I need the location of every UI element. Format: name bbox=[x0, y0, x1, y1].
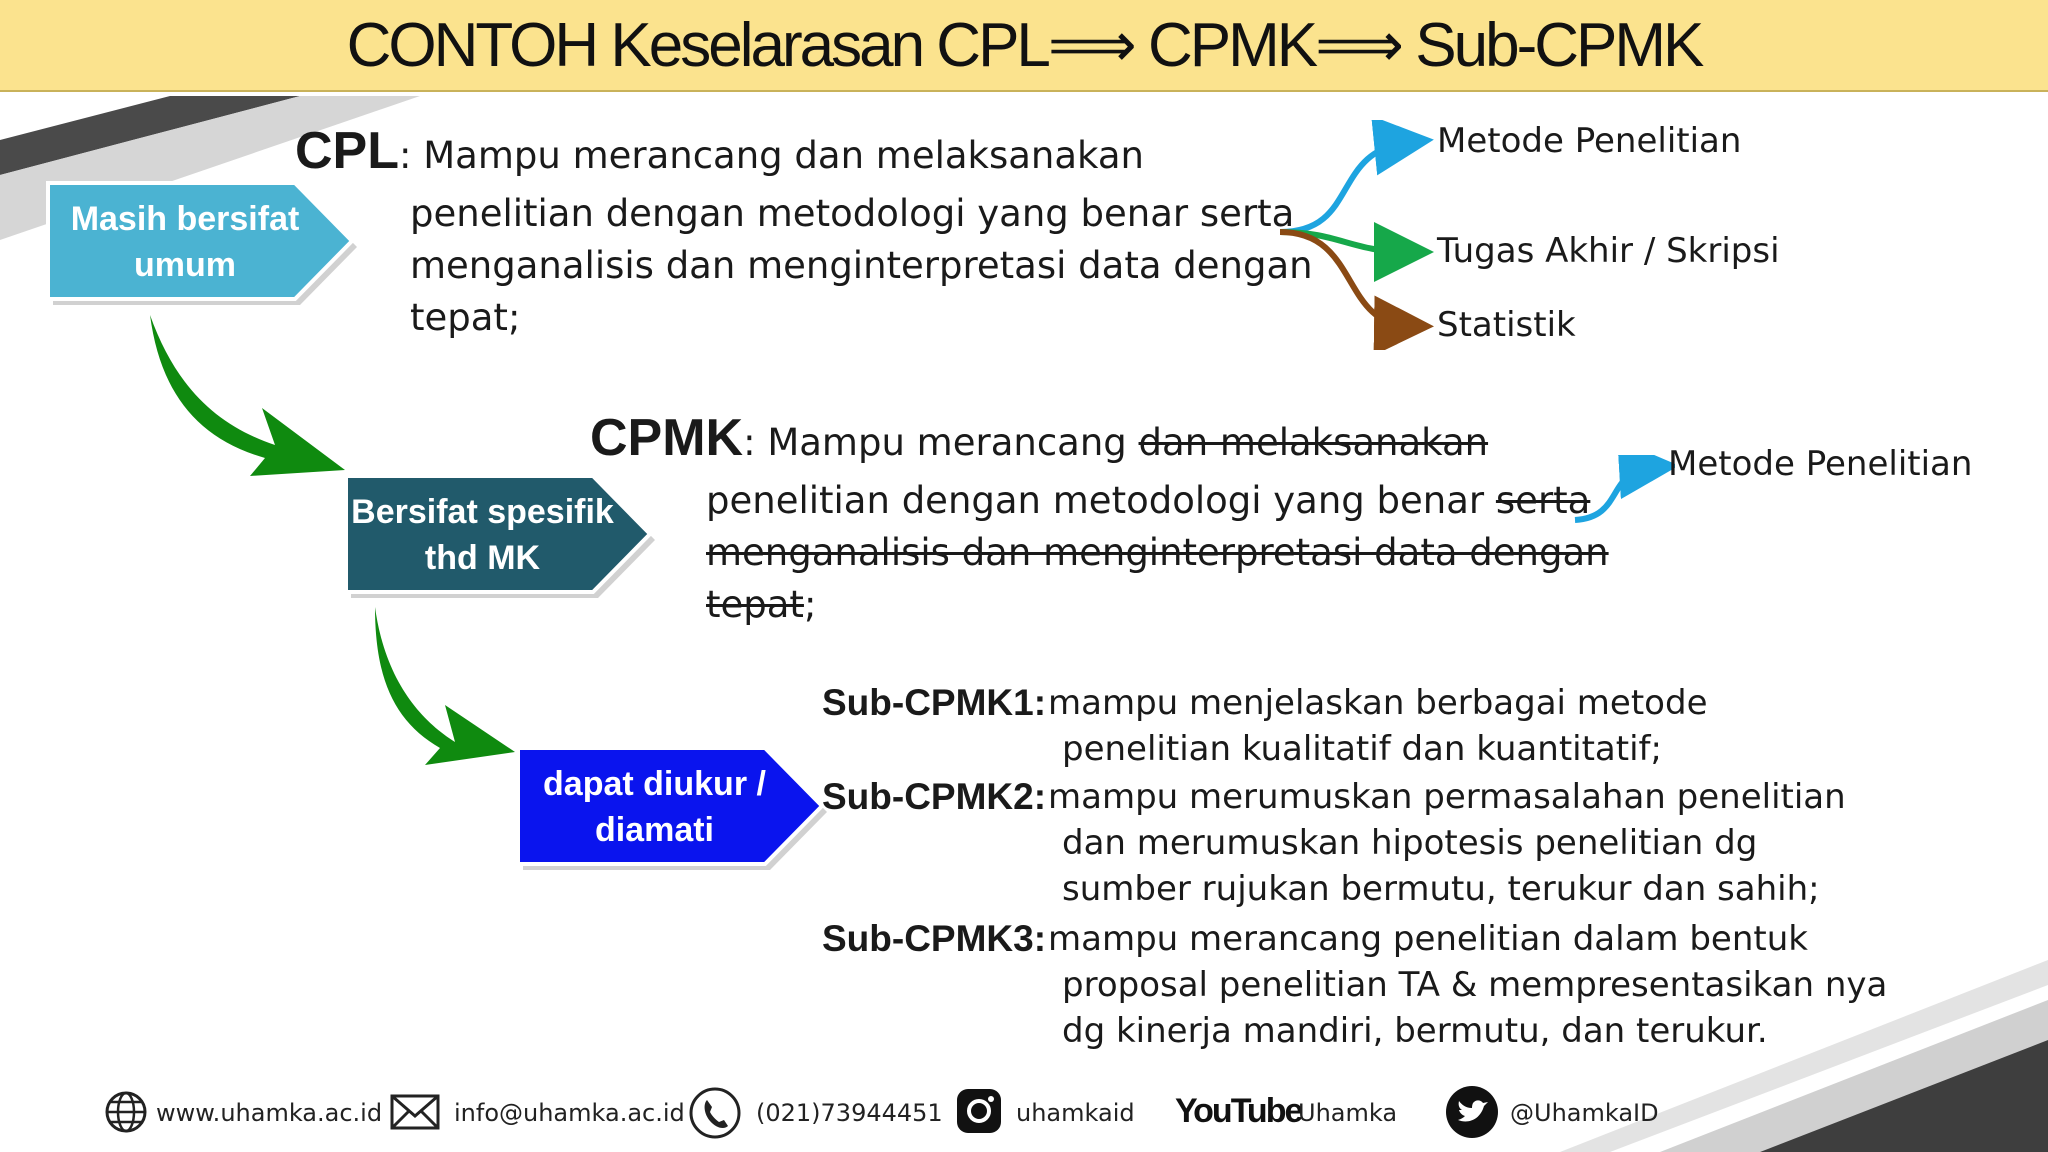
sub-cpmk-item-2: Sub-CPMK2: mampu merumuskan permasalahan penelitian dan merumuskan hipotesis penelitian dg sumber rujukan bermutu, terukur dan sahih; bbox=[822, 776, 1846, 909]
cpl-line-3: menganalisis dan menginterpretasi data dengan bbox=[410, 244, 1313, 287]
footer bbox=[0, 1080, 2048, 1140]
label-dapat-diukur: dapat diukur / diamati bbox=[543, 764, 766, 849]
footer-phone[interactable]: (021)73944451 bbox=[756, 1099, 943, 1127]
footer-email[interactable]: info@uhamka.ac.id bbox=[454, 1099, 685, 1127]
cpmk-branch-metode: Metode Penelitian bbox=[1668, 444, 1973, 484]
footer-instagram[interactable]: uhamkaid bbox=[1016, 1099, 1135, 1127]
twitter-icon bbox=[1444, 1084, 1500, 1140]
cpmk-line-4: tepat; bbox=[706, 583, 817, 626]
footer-twitter[interactable]: @UhamkaID bbox=[1510, 1099, 1659, 1127]
sub-cpmk-item-3: Sub-CPMK3: mampu merancang penelitian dalam bentuk proposal penelitian TA & mempresentasikan nya dg kinerja mandiri, bermutu, dan terukur. bbox=[822, 918, 1888, 1051]
green-arrow-1 bbox=[150, 315, 345, 476]
cpmk-branch-arrow bbox=[1565, 455, 1675, 535]
cpl-line-4: tepat; bbox=[410, 296, 521, 339]
cpmk-line-2: penelitian dengan metodologi yang benar serta bbox=[706, 479, 1591, 522]
cpmk-line-3: menganalisis dan menginterpretasi data dengan bbox=[706, 531, 1609, 574]
green-flow-arrows bbox=[0, 0, 700, 800]
cpl-branch-statistik: Statistik bbox=[1437, 305, 1576, 345]
cpl-heading: CPL bbox=[295, 122, 399, 180]
cpl-branch-metode: Metode Penelitian bbox=[1437, 121, 1742, 161]
cpl-branch-arrows bbox=[1270, 120, 1440, 350]
cpl-text-1: : Mampu merancang dan melaksanakan bbox=[399, 134, 1144, 177]
cpl-line-2: penelitian dengan metodologi yang benar serta bbox=[410, 192, 1295, 235]
youtube-icon: YouTube bbox=[1175, 1091, 1302, 1130]
cpl-text-block bbox=[410, 188, 1313, 344]
footer-website[interactable]: www.uhamka.ac.id bbox=[156, 1099, 383, 1127]
page-title: CONTOH Keselarasan CPL⟹ CPMK⟹ Sub-CPMK bbox=[346, 11, 1702, 80]
mail-icon bbox=[390, 1094, 440, 1130]
cpmk-first-line: CPMK: Mampu merancang dan melaksanakan bbox=[590, 409, 1489, 467]
sub-cpmk-item-1: Sub-CPMK1: mampu menjelaskan berbagai metode penelitian kualitatif dan kuantitatif; bbox=[822, 682, 1708, 769]
instagram-icon bbox=[954, 1086, 1004, 1136]
label-bersifat-spesifik: Bersifat spesifik thd MK bbox=[351, 492, 614, 577]
sub-cpmk-list bbox=[822, 680, 1888, 1058]
cpmk-text-block bbox=[706, 475, 1609, 631]
green-arrow-2 bbox=[375, 607, 515, 765]
cpl-first-line bbox=[295, 122, 1144, 182]
phone-icon bbox=[688, 1086, 742, 1140]
footer-youtube[interactable]: Uhamka bbox=[1298, 1099, 1398, 1127]
cpmk-heading: CPMK bbox=[590, 409, 744, 467]
label-masih-bersifat-umum: Masih bersifat umum bbox=[70, 199, 300, 284]
cpmk-strike-1: dan melaksanakan bbox=[1138, 421, 1489, 464]
globe-icon bbox=[104, 1090, 148, 1134]
cpl-branch-tugas-akhir: Tugas Akhir / Skripsi bbox=[1437, 231, 1780, 271]
